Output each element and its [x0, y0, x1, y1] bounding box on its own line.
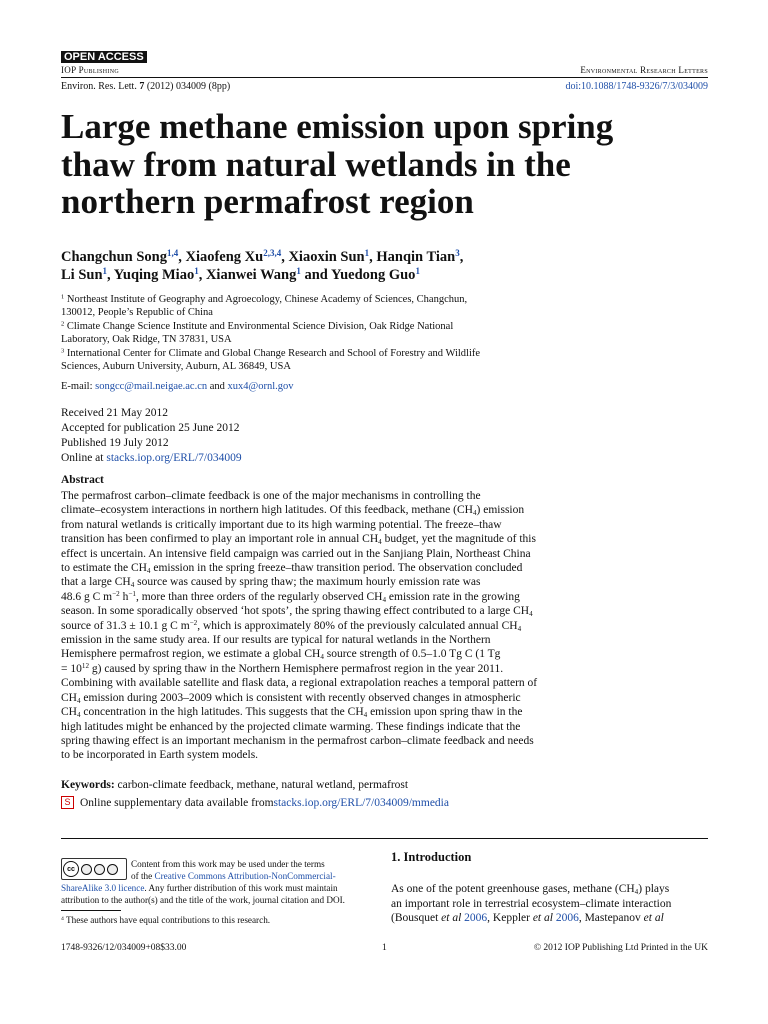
affiliation-text: Northeast Institute of Geography and Agroecology, Chinese Academy of Sciences, Changchun, — [66, 294, 468, 305]
abstract-line: $CH_4$ concentration in the high latitudes. This suggests that the $CH_4$ emission upon spring thaw in the — [61, 706, 523, 719]
license-line: Content from this work may be used under the terms — [131, 859, 325, 869]
abstract-body — [61, 489, 601, 763]
abstract-line: emission in the same study area. If our results are typical for natural wetlands in the Northern — [61, 634, 491, 647]
received-date: Received 21 May 2012 — [61, 407, 168, 419]
footnote — [61, 915, 270, 925]
footnote-text: These authors have equal contributions to this research. — [65, 915, 271, 925]
footnote-number: 4 — [61, 915, 64, 922]
author-affiliation-ref[interactable]: 1 — [102, 266, 108, 277]
citation — [61, 81, 230, 92]
title-line: thaw from natural wetlands in the — [61, 144, 571, 184]
keywords-text: carbon-climate feedback, methane, natural wetland, permafrost — [114, 779, 409, 791]
citation-volume: 7 — [139, 81, 145, 92]
affiliation-text: 130012, People’s Republic of China — [61, 307, 213, 319]
intro-body — [391, 882, 709, 926]
separator: , — [281, 249, 289, 265]
abstract-line: that a large $CH_4$ source was caused by spring thaw; the maximum hourly emission rate was — [61, 576, 481, 590]
abstract-line: source of 31.3 ± 10.1 g C $m^{-2}$, which is approximately 80% of the previously calculated annual $CH_4$ — [61, 618, 522, 633]
author-affiliation-ref[interactable]: 2,3,4 — [263, 248, 282, 259]
abstract-line: The permafrost carbon–climate feedback is one of the major mechanisms in controlling the — [61, 490, 481, 502]
cc-icon: cc — [63, 861, 79, 877]
affiliation-text: International Center for Climate and Global Change Research and School of Forestry and Wildlife — [66, 347, 481, 359]
separator: , — [369, 249, 377, 265]
separator: and — [300, 267, 331, 283]
author-affiliation-ref[interactable]: 1 — [296, 266, 301, 277]
keywords-label: Keywords: — [61, 779, 115, 791]
intro-line: As one of the potent greenhouse gases, methane $(CH_4)$ plays — [391, 883, 670, 896]
footer-code: 1748-9326/12/034009+08$33.00 — [61, 943, 187, 953]
affiliation-text: Climate Change Science Institute and Environmental Science Division, Oak Ridge National — [66, 320, 454, 332]
license-link[interactable]: Creative Commons Attribution-NonCommercial- — [154, 871, 336, 881]
separator: , — [459, 249, 464, 265]
journal-name: Environmental Research Letters — [580, 65, 708, 75]
sa-icon — [107, 864, 118, 875]
abstract-line: season. In some sporadically observed ‘hot spots’, the spring thawing effect contributed to a large $CH_4$ — [61, 605, 533, 619]
author-name: Xianwei Wang — [205, 267, 297, 283]
abstract-line: from natural wetlands is critically important due to its high warming potential. The freeze–thaw — [61, 518, 502, 531]
abstract-line: high latitudes might be enhanced by the projected climate warming. These findings indicate that the — [61, 720, 521, 733]
page-number: 1 — [382, 943, 387, 953]
author-affiliation-ref[interactable]: 3 — [455, 248, 460, 259]
intro-line: (Bousquet et al 2006, Keppler et al 2006, Mastepanov et al — [391, 912, 664, 924]
accepted-date: Accepted for publication 25 June 2012 — [61, 422, 240, 434]
author-affiliation-ref[interactable]: 1,4 — [166, 248, 179, 259]
author-name: Yuedong Guo — [330, 267, 416, 283]
citation-prefix: Environ. Res. Lett. — [61, 81, 140, 92]
license-line: attribution to the author(s) and the title of the work, journal citation and DOI. — [61, 895, 345, 905]
affiliation-number: 1 — [61, 293, 65, 301]
abstract-line: spring thawing effect is an important mechanism in the permafrost carbon–climate feedback and needs — [61, 734, 534, 747]
supplementary-link[interactable]: stacks.iop.org/ERL/7/034009/mmedia — [273, 796, 449, 809]
author-name: Yuqing Miao — [113, 267, 195, 283]
abstract-line: $CH_4$ emission during 2003–2009 which is consistent with recently observed changes in atmospheric — [61, 691, 521, 705]
author-name: Changchun Song — [61, 249, 167, 265]
citation-link[interactable]: 2006 — [464, 912, 488, 924]
author-list — [61, 248, 661, 284]
section-divider — [61, 838, 708, 839]
license-link[interactable]: ShareAlike 3.0 licence — [61, 883, 145, 893]
author-affiliation-ref[interactable]: 1 — [415, 266, 420, 277]
online-link[interactable]: stacks.iop.org/ERL/7/034009 — [106, 452, 242, 464]
publication-dates — [61, 406, 242, 466]
publisher-name: IOP Publishing — [61, 65, 119, 75]
abstract-line: = $10^{12}$ g) caused by spring thaw in the Northern Hemisphere permafrost region in the year 2011. — [61, 661, 504, 675]
abstract-line: effect is uncertain. An intensive field campaign was carried out in the Sanjiang Plain, Northeast China — [61, 547, 531, 560]
doi-link[interactable]: doi:10.1088/1748-9326/7/3/034009 — [565, 81, 708, 92]
abstract-line: 48.6 g C $m^{-2}$ $h^{-1}$, more than three orders of the regularly observed $CH_4$ emission rate in the growing — [61, 589, 520, 604]
title-line: Large methane emission upon spring — [61, 107, 614, 146]
author-name: Li Sun — [61, 267, 103, 283]
email-label: E-mail: — [61, 381, 96, 392]
affiliation-number: 2 — [61, 320, 65, 328]
license-line: ShareAlike 3.0 licence. Any further distribution of this work must maintain — [61, 883, 338, 893]
author-affiliation-ref[interactable]: 1 — [364, 248, 370, 259]
affiliation-text: Laboratory, Oak Ridge, TN 37831, USA — [61, 334, 232, 346]
copyright: © 2012 IOP Publishing Ltd Printed in the UK — [533, 943, 708, 953]
nc-icon — [94, 864, 105, 875]
email-link[interactable]: xux4@ornl.gov — [227, 381, 294, 392]
email-joiner: and — [207, 381, 228, 392]
affiliations — [61, 293, 661, 373]
abstract-line: to estimate the $CH_4$ emission in the spring freeze–thaw transition period. The observation concluded — [61, 562, 523, 575]
abstract-line: to be incorporated in Earth system models. — [61, 749, 259, 762]
title-line: northern permafrost region — [61, 182, 474, 221]
abstract-line: Combining with available satellite and flask data, a regional extrapolation reaches a temporal pattern of — [61, 677, 538, 690]
author-name: Hanqin Tian — [376, 249, 456, 265]
supplementary-data — [61, 796, 449, 809]
keywords — [61, 779, 408, 791]
abstract-heading: Abstract — [61, 474, 104, 486]
separator: , — [178, 249, 186, 265]
author-name: Xiaofeng Xu — [185, 249, 264, 265]
supplementary-text: Online supplementary data available from — [80, 796, 274, 809]
email-link[interactable]: songcc@mail.neigae.ac.cn — [95, 381, 208, 392]
online-label: Online at — [61, 452, 107, 464]
header-divider — [61, 77, 708, 78]
license-line: of the Creative Commons Attribution-NonCommercial- — [131, 871, 336, 881]
cc-license-badge[interactable] — [61, 858, 127, 880]
supplementary-icon[interactable]: S — [61, 796, 74, 809]
separator: , — [198, 267, 206, 283]
abstract-line: Hemisphere permafrost region, we estimate a global $CH_4$ source strength of 0.5–1.0 Tg C (1 Tg — [61, 648, 501, 662]
published-date: Published 19 July 2012 — [61, 437, 169, 449]
affiliation-text: Sciences, Auburn University, Auburn, AL 36849, USA — [61, 361, 291, 373]
abstract-line: transition has been confirmed to play an important role in annual $CH_4$ budget, yet the magnitude of this — [61, 533, 536, 546]
affiliation-number: 3 — [61, 347, 65, 355]
by-icon — [81, 864, 92, 875]
footnote-divider — [61, 910, 121, 911]
citation-suffix: (2012) 034009 (8pp) — [144, 81, 231, 92]
affiliation — [61, 347, 661, 374]
abstract-line: climate–ecosystem interactions in northern high latitudes. Of this feedback, methane $(CH_4)$ emission — [61, 504, 525, 518]
article-title — [61, 108, 708, 221]
online-line — [61, 451, 242, 466]
email-line — [61, 381, 294, 392]
intro-line: an important role in terrestrial ecosystem–climate interaction — [391, 897, 672, 910]
citation-link[interactable]: 2006 — [555, 912, 579, 924]
author-name: Xiaoxin Sun — [288, 249, 365, 265]
separator: , — [107, 267, 114, 283]
author-affiliation-ref[interactable]: 1 — [194, 266, 199, 277]
affiliation — [61, 293, 661, 320]
section-heading: 1. Introduction — [391, 850, 472, 864]
open-access-badge: OPEN ACCESS — [61, 51, 147, 63]
affiliation — [61, 320, 661, 347]
